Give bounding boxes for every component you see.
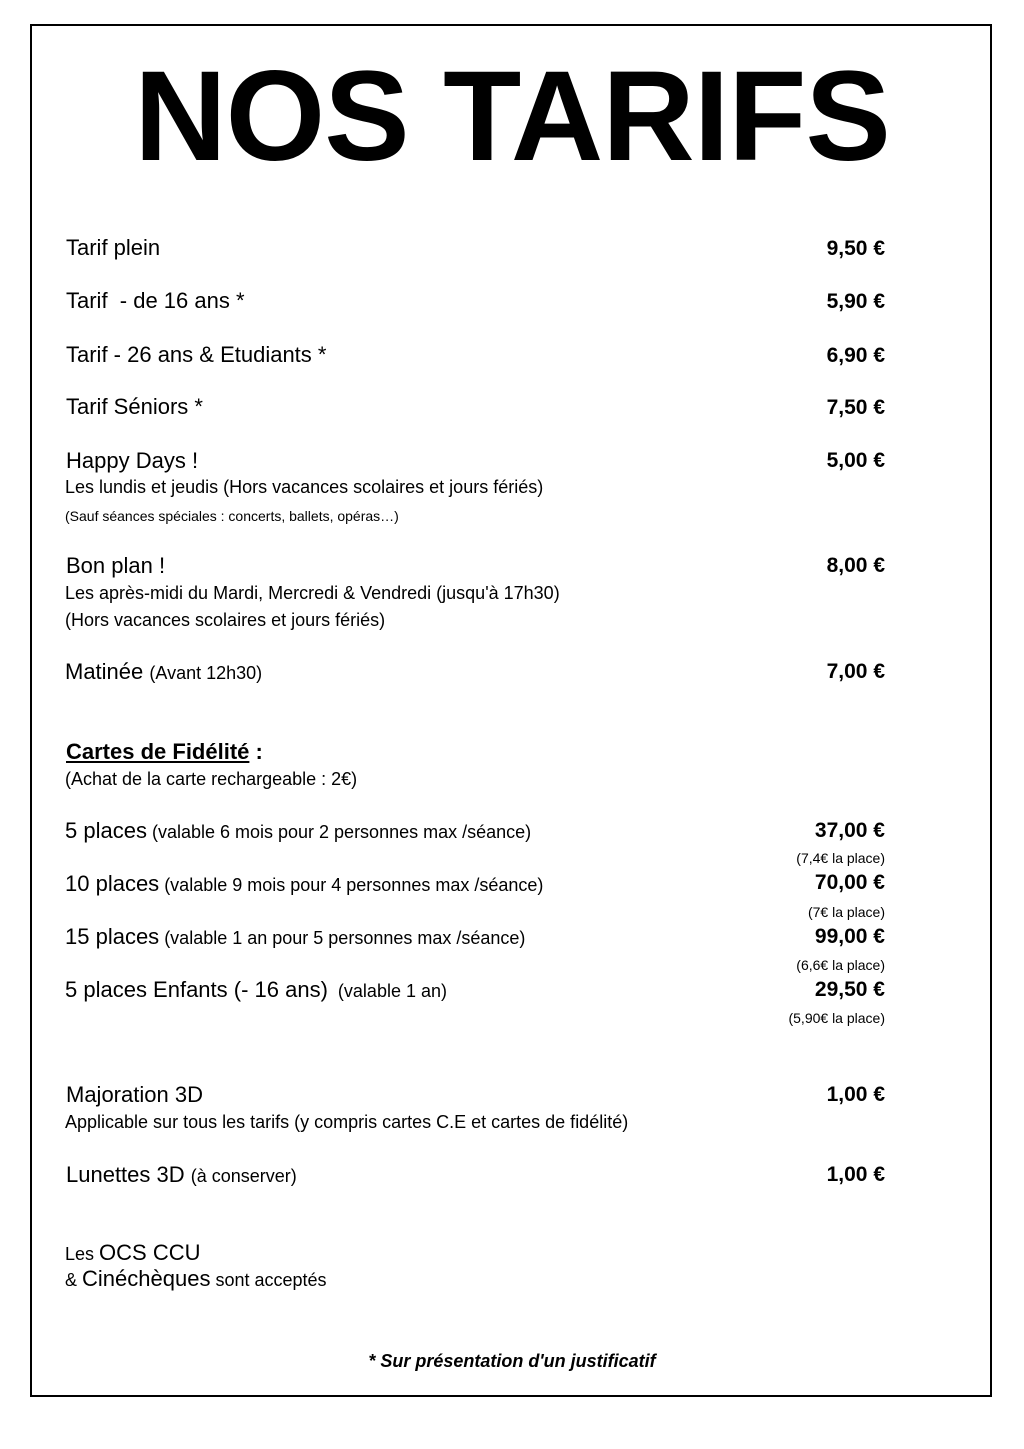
card-price: 99,00 €	[814, 925, 885, 948]
bon-plan-line2: (Hors vacances scolaires et jours fériés)	[65, 610, 386, 630]
majoration-price: 1,00 €	[826, 1083, 885, 1106]
accepted-prefix: Les	[65, 1244, 100, 1264]
card-per-place: (7,4€ la place)	[796, 850, 885, 866]
tarif-moins-16-label: Tarif - de 16 ans *	[66, 288, 245, 313]
card-per-place: (7€ la place)	[807, 904, 885, 920]
page-border	[30, 24, 992, 1397]
card-detail: (valable 1 an pour 5 personnes max /séance)	[159, 928, 526, 948]
fidelite-heading-colon: :	[249, 739, 263, 764]
lunettes-row	[66, 1162, 297, 1189]
accepted-suffix: sont acceptés	[210, 1270, 327, 1290]
matinee-price: 7,00 €	[826, 660, 885, 683]
card-row	[65, 818, 531, 845]
card-price: 29,50 €	[814, 978, 885, 1001]
card-label: 10 places	[65, 871, 160, 896]
lunettes-note: (à conserver)	[190, 1166, 297, 1186]
fidelite-heading-text: Cartes de Fidélité	[66, 739, 250, 764]
card-row	[65, 977, 447, 1004]
happy-days-price: 5,00 €	[826, 449, 885, 472]
card-per-place: (5,90€ la place)	[788, 1010, 885, 1026]
accepted-cinecheques: Cinéchèques	[82, 1266, 211, 1291]
lunettes-label: Lunettes 3D	[66, 1162, 185, 1187]
fidelite-heading	[66, 739, 263, 765]
matinee-note: (Avant 12h30)	[149, 663, 263, 683]
accepted-amp: &	[65, 1270, 83, 1290]
tarif-moins-16-price: 5,90 €	[826, 290, 885, 313]
card-price: 70,00 €	[814, 871, 885, 894]
tarif-seniors-price: 7,50 €	[826, 396, 885, 419]
tarif-plein-label: Tarif plein	[66, 235, 161, 260]
tarif-plein-price: 9,50 €	[826, 237, 885, 260]
card-row	[65, 871, 543, 898]
bon-plan-price: 8,00 €	[826, 554, 885, 577]
card-price: 37,00 €	[814, 819, 885, 842]
footnote: * Sur présentation d'un justificatif	[368, 1351, 656, 1371]
bon-plan-line1: Les après-midi du Mardi, Mercredi & Vendredi (jusqu'à 17h30)	[65, 583, 560, 603]
card-detail: (valable 9 mois pour 4 personnes max /séance)	[159, 875, 544, 895]
happy-days-label: Happy Days !	[66, 448, 199, 473]
majoration-line1: Applicable sur tous les tarifs (y compris cartes C.E et cartes de fidélité)	[65, 1112, 629, 1132]
tarif-seniors-label: Tarif Séniors *	[66, 394, 203, 419]
tarif-moins-26-label: Tarif - 26 ans & Etudiants *	[66, 342, 327, 367]
matinee-label: Matinée	[65, 659, 144, 684]
card-label: 5 places Enfants (- 16 ans)	[65, 977, 328, 1002]
accepted-ocs: OCS CCU	[99, 1240, 201, 1265]
matinee-row	[65, 659, 262, 686]
card-label: 15 places	[65, 924, 160, 949]
card-per-place: (6,6€ la place)	[796, 957, 885, 973]
accepted-line2	[65, 1268, 327, 1291]
happy-days-line1: Les lundis et jeudis (Hors vacances scolaires et jours fériés)	[65, 477, 544, 497]
happy-days-line2: (Sauf séances spéciales : concerts, ballets, opéras…)	[65, 508, 399, 524]
lunettes-price: 1,00 €	[826, 1163, 885, 1186]
card-detail: (valable 6 mois pour 2 personnes max /séance)	[146, 822, 532, 842]
tarif-moins-26-price: 6,90 €	[826, 344, 885, 367]
bon-plan-label: Bon plan !	[66, 553, 166, 578]
card-detail: (valable 1 an)	[327, 981, 447, 1001]
majoration-label: Majoration 3D	[66, 1082, 203, 1107]
card-label: 5 places	[65, 818, 147, 843]
accepted-line1	[65, 1242, 200, 1265]
card-row	[65, 924, 525, 951]
page-title: NOS TARIFS	[134, 45, 890, 188]
fidelite-note: (Achat de la carte rechargeable : 2€)	[65, 769, 358, 789]
